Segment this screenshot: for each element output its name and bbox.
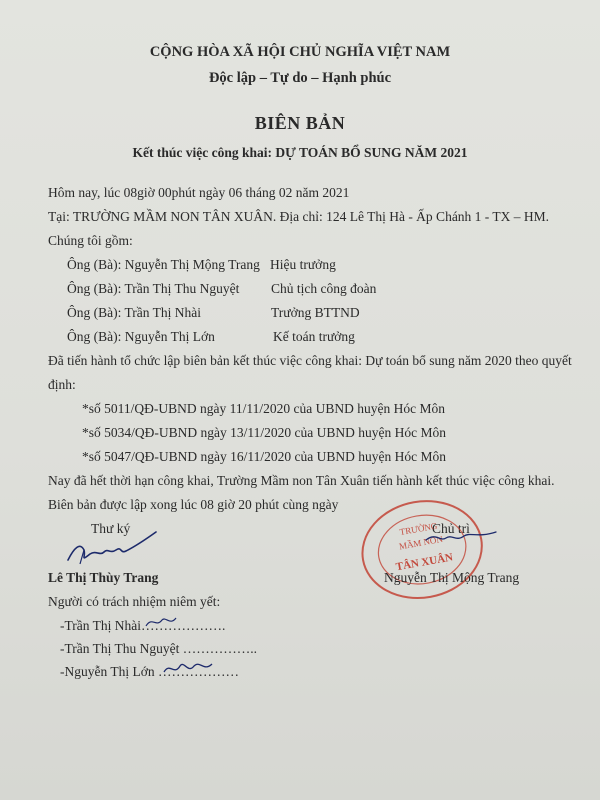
lon-signature — [160, 656, 230, 680]
attendee-role: Trưởng BTTND — [271, 305, 360, 320]
attendee-name: Ông (Bà): Trần Thị Thu Nguyệt — [67, 281, 240, 296]
attendees-intro: Chúng tôi gồm: — [48, 233, 133, 248]
attendee-name: Ông (Bà): Nguyễn Thị Lớn — [67, 329, 215, 344]
proceed-line-cont: định: — [48, 377, 76, 392]
seal-text: TRƯỜNG — [398, 520, 439, 538]
posting-label: Người có trách nhiệm niêm yết: — [48, 594, 221, 609]
attendee-role: Kế toán trưởng — [273, 329, 355, 344]
chair-label: Chủ trì — [432, 521, 470, 536]
location-line: Tại: TRƯỜNG MẦM NON TÂN XUÂN. Địa chỉ: 124 Lê Thị Hà - Ấp Chánh 1 - TX – HM. — [48, 209, 550, 224]
posting-person: -Nguyễn Thị Lớn ……………… — [60, 664, 240, 679]
attendee-name: Ông (Bà): Trần Thị Nhài — [67, 305, 201, 320]
school-seal — [356, 492, 506, 604]
country-header: CỘNG HÒA XÃ HỘI CHỦ NGHĨA VIỆT NAM — [149, 44, 451, 60]
end-line: Biên bản được lập xong lúc 08 giờ 20 phút cùng ngày — [48, 497, 339, 512]
posting-person: -Trần Thị Thu Nguyệt …………….. — [60, 641, 258, 656]
attendee-role: Hiệu trưởng — [270, 257, 336, 272]
date-line: Hôm nay, lúc 08giờ 00phút ngày 06 tháng 02 năm 2021 — [48, 185, 350, 200]
closing-line: Nay đã hết thời hạn công khai, Trường Mầm non Tân Xuân tiến hành kết thúc việc công khai. — [48, 473, 555, 488]
motto-header: Độc lập – Tự do – Hạnh phúc — [208, 70, 392, 86]
posting-person: -Trần Thị Nhài………………. — [60, 618, 226, 633]
nhai-signature — [140, 610, 200, 632]
decision-item: *số 5047/QĐ-UBND ngày 16/11/2020 của UBND huyện Hóc Môn — [82, 449, 446, 464]
seal-text: TÂN XUÂN — [394, 551, 454, 574]
attendee-name: Ông (Bà): Nguyễn Thị Mộng Trang — [67, 257, 260, 272]
chair-name: Nguyễn Thị Mộng Trang — [384, 570, 520, 585]
secretary-label: Thư ký — [91, 521, 131, 536]
decision-item: *số 5011/QĐ-UBND ngày 11/11/2020 của UBND huyện Hóc Môn — [82, 401, 445, 416]
secretary-signature — [60, 520, 170, 575]
attendee-role: Chủ tịch công đoàn — [271, 281, 377, 296]
decision-item: *số 5034/QĐ-UBND ngày 13/11/2020 của UBND huyện Hóc Môn — [82, 425, 446, 440]
seal-text: MẦM NON — [398, 533, 444, 552]
proceed-line: Đã tiến hành tổ chức lập biên bản kết thúc việc công khai: Dự toán bổ sung năm 2020 theo quyết — [48, 353, 572, 368]
secretary-name: Lê Thị Thùy Trang — [48, 570, 159, 585]
document-subtitle: Kết thúc việc công khai: DỰ TOÁN BỔ SUNG NĂM 2021 — [132, 145, 468, 160]
document-title: BIÊN BẢN — [254, 113, 346, 133]
